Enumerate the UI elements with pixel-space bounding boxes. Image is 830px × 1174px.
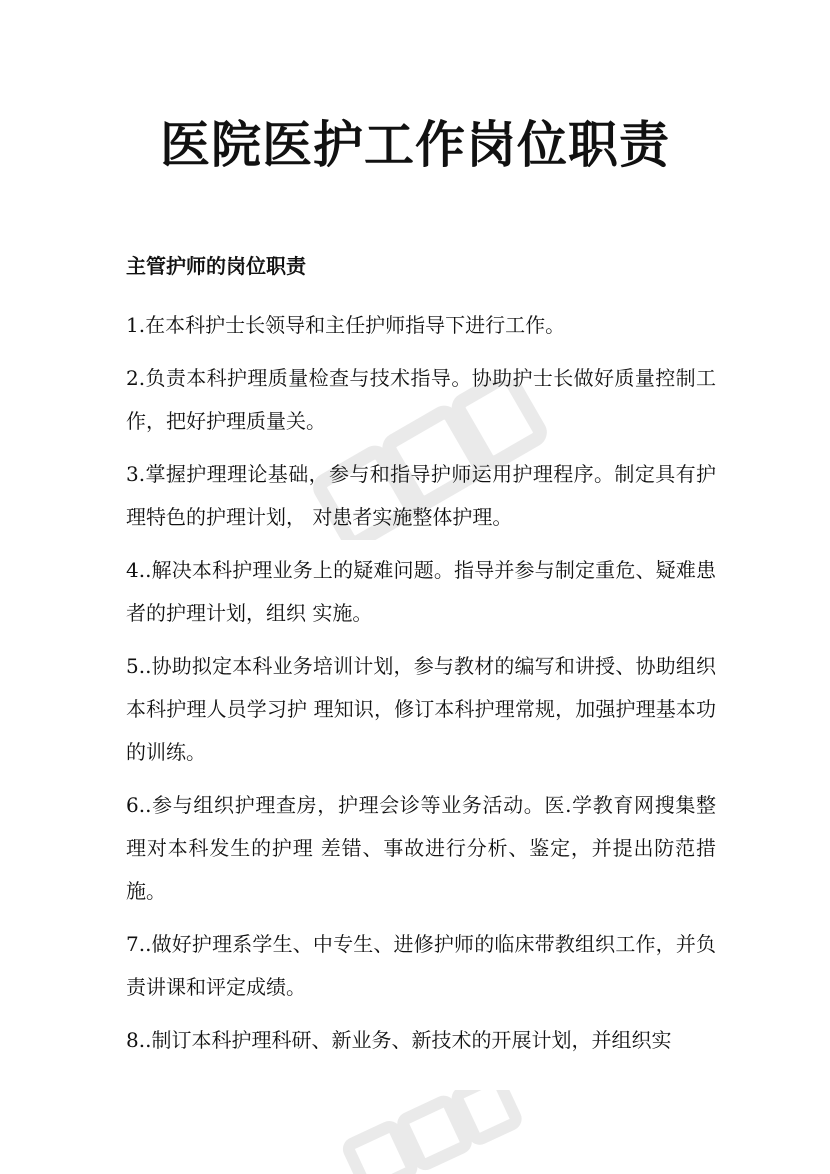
duty-paragraph-3: 3.掌握护理理论基础，参与和指导护师运用护理程序。制定具有护理特色的护理计划， 对患者实施整体护理。 [126,462,716,529]
watermark-logo-icon-bottom [330,1090,530,1174]
duty-paragraph-7: 7..做好护理系学生、中专生、进修护师的临床带教组织工作，并负责讲课和评定成绩。 [126,932,716,999]
duty-paragraph-1: 1.在本科护士长领导和主任护师指导下进行工作。 [126,313,566,337]
section-heading: 主管护师的岗位职责 [126,254,306,278]
duty-paragraph-5: 5..协助拟定本科业务培训计划，参与教材的编写和讲授、协助组织本科护理人员学习护 理知识，修订本科护理常规，加强护理基本功的训练。 [126,654,716,764]
duty-paragraph-6: 6..参与组织护理查房，护理会诊等业务活动。医.学教育网搜集整理对本科发生的护理 差错、事故进行分析、鉴定，并提出防范措施。 [126,793,716,903]
document-title: 医院医护工作岗位职责 [160,115,670,174]
document-body [126,248,716,1072]
duty-paragraph-4: 4..解决本科护理业务上的疑难问题。指导并参与制定重危、疑难患者的护理计划，组织 实施。 [126,558,716,625]
duty-paragraph-2: 2.负责本科护理质量检查与技术指导。协助护士长做好质量控制工作，把好护理质量关。 [126,366,716,433]
duty-paragraph-8: 8..制订本科护理科研、新业务、新技术的开展计划，并组织实 [126,1028,672,1052]
